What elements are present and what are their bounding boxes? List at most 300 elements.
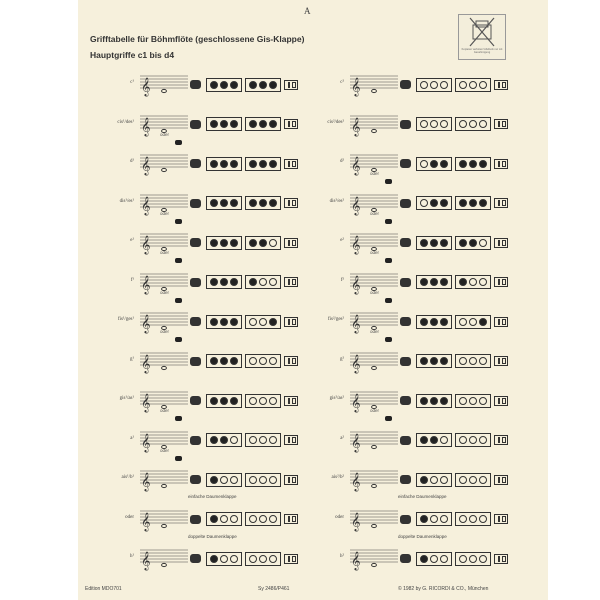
alternative-key (175, 140, 182, 145)
open-hole (479, 436, 487, 444)
note-head (162, 168, 167, 171)
footer-catalog: Sy 2486/P461 (258, 586, 290, 592)
alternative-key (175, 298, 182, 303)
open-hole (269, 436, 277, 444)
left-hand-keys (206, 512, 242, 526)
right-hand-keys (455, 157, 491, 171)
left-hand-keys (206, 236, 242, 250)
fingering-row (310, 110, 540, 150)
open-hole (479, 515, 487, 523)
left-hand-keys (206, 117, 242, 131)
open-hole (220, 515, 228, 523)
open-hole (259, 476, 267, 484)
closed-hole (420, 436, 428, 444)
staff (350, 110, 398, 138)
open-hole (249, 318, 257, 326)
alternative-key (175, 219, 182, 224)
foot-joint-keys (284, 119, 298, 129)
fingering-diagram (190, 276, 298, 289)
closed-hole (210, 120, 218, 128)
closed-hole (249, 120, 257, 128)
right-hand-keys (455, 354, 491, 368)
closed-hole (249, 239, 257, 247)
fingering-diagram (190, 315, 298, 328)
fingering-row (310, 347, 540, 387)
note-name: c² (340, 80, 344, 85)
fingering-diagram (190, 118, 298, 131)
closed-hole (230, 397, 238, 405)
treble-clef-icon: 𝄞 (141, 274, 151, 294)
thumb-key (400, 357, 411, 366)
closed-hole (230, 357, 238, 365)
page-number: A (304, 6, 311, 16)
fingering-diagram (190, 552, 298, 565)
open-hole (440, 120, 448, 128)
open-hole (269, 555, 277, 563)
closed-hole (479, 318, 487, 326)
closed-hole (230, 81, 238, 89)
right-hand-keys (245, 394, 281, 408)
note-name: c¹ (130, 80, 134, 85)
closed-hole (210, 318, 218, 326)
treble-clef-icon: 𝄞 (141, 353, 151, 373)
right-hand-keys (245, 157, 281, 171)
alternative-key (175, 416, 182, 421)
fingering-row (100, 544, 330, 584)
right-hand-keys (245, 354, 281, 368)
closed-hole (249, 160, 257, 168)
note-head (372, 445, 377, 448)
closed-hole (459, 199, 467, 207)
left-hand-keys (206, 354, 242, 368)
alternative-label: oder (160, 210, 170, 216)
closed-hole (230, 318, 238, 326)
note-head (162, 366, 167, 369)
right-hand-keys (455, 315, 491, 329)
closed-hole (440, 239, 448, 247)
alternative-key (385, 298, 392, 303)
fingering-diagram (400, 394, 508, 407)
open-hole (459, 81, 467, 89)
closed-hole (440, 397, 448, 405)
open-hole (469, 555, 477, 563)
closed-hole (249, 278, 257, 286)
note-head (162, 563, 167, 566)
fingering-diagram (190, 236, 298, 249)
fingering-row (310, 268, 540, 308)
foot-joint-keys (494, 277, 508, 287)
alternative-label: oder (370, 250, 380, 255)
staff (350, 544, 398, 572)
staff (140, 149, 188, 177)
treble-clef-icon: 𝄞 (141, 314, 151, 333)
open-hole (479, 555, 487, 563)
alternative-key (385, 179, 392, 184)
note-name: cis²/des² (327, 119, 344, 125)
open-hole (479, 357, 487, 365)
closed-hole (440, 357, 448, 365)
left-hand-keys (206, 275, 242, 289)
open-hole (459, 555, 467, 563)
treble-clef-icon: 𝄞 (351, 156, 361, 175)
closed-hole (210, 397, 218, 405)
open-hole (469, 278, 477, 286)
right-hand-keys (245, 275, 281, 289)
closed-hole (230, 120, 238, 128)
open-hole (420, 160, 428, 168)
closed-hole (459, 160, 467, 168)
note-name: fis¹/ges¹ (117, 317, 134, 322)
closed-hole (440, 278, 448, 286)
fingering-diagram (400, 552, 508, 565)
treble-clef-icon: 𝄞 (141, 235, 151, 254)
open-hole (269, 397, 277, 405)
open-hole (259, 278, 267, 286)
open-hole (469, 397, 477, 405)
fingering-diagram (190, 473, 298, 486)
open-hole (259, 397, 267, 405)
fingering-row (100, 149, 330, 189)
copy-prohibited-stamp (458, 14, 506, 60)
right-hand-keys (455, 275, 491, 289)
thumb-key-note: einfache Daumenklappe (398, 494, 447, 499)
open-hole (269, 476, 277, 484)
open-hole (420, 81, 428, 89)
closed-hole (430, 278, 438, 286)
right-hand-keys (245, 315, 281, 329)
right-hand-keys (245, 512, 281, 526)
open-hole (479, 476, 487, 484)
note-head (162, 89, 167, 92)
closed-hole (269, 81, 277, 89)
closed-hole (430, 160, 438, 168)
note-name: h² (340, 554, 344, 559)
right-hand-keys (455, 512, 491, 526)
left-hand-keys (416, 157, 452, 171)
thumb-key (400, 475, 411, 484)
closed-hole (210, 357, 218, 365)
left-hand-keys (206, 394, 242, 408)
right-hand-keys (455, 78, 491, 92)
open-hole (259, 357, 267, 365)
closed-hole (230, 160, 238, 168)
right-hand-keys (455, 552, 491, 566)
alternative-key (385, 416, 392, 421)
note-name: ais¹/b¹ (121, 475, 134, 480)
closed-hole (230, 278, 238, 286)
note-name: fis²/ges² (327, 317, 344, 322)
open-hole (479, 81, 487, 89)
note-name: gis²/as² (329, 396, 344, 401)
note-name: e² (340, 238, 344, 243)
staff (350, 70, 398, 98)
left-hand-keys (416, 78, 452, 92)
closed-hole (430, 199, 438, 207)
alternative-label: oder (160, 447, 170, 453)
open-hole (459, 120, 467, 128)
treble-clef-icon: 𝄞 (141, 77, 151, 96)
note-head (372, 129, 377, 132)
foot-joint-keys (494, 356, 508, 366)
treble-clef-icon: 𝄞 (351, 235, 361, 254)
fingering-diagram (190, 157, 298, 170)
open-hole (249, 476, 257, 484)
open-hole (420, 120, 428, 128)
closed-hole (220, 199, 228, 207)
alternative-label: oder (370, 329, 380, 334)
left-hand-keys (416, 354, 452, 368)
alternative-key (385, 337, 392, 342)
thumb-key (190, 199, 201, 208)
thumb-key (190, 515, 201, 524)
closed-hole (469, 160, 477, 168)
staff (140, 347, 188, 375)
thumb-key (190, 436, 201, 445)
right-hand-keys (455, 196, 491, 210)
closed-hole (420, 278, 428, 286)
thumb-key (190, 357, 201, 366)
open-hole (249, 357, 257, 365)
closed-hole (249, 199, 257, 207)
alternative-label: oder (160, 250, 170, 255)
fingering-row (100, 307, 330, 347)
closed-hole (220, 357, 228, 365)
note-head (372, 484, 377, 487)
fingering-row (100, 347, 330, 387)
closed-hole (420, 555, 428, 563)
thumb-key (400, 317, 411, 326)
note-name: gis¹/as¹ (119, 396, 134, 401)
thumb-key (190, 278, 201, 287)
open-hole (469, 436, 477, 444)
open-hole (230, 555, 238, 563)
closed-hole (220, 436, 228, 444)
closed-hole (420, 239, 428, 247)
note-head (372, 524, 377, 527)
note-name: h¹ (130, 554, 134, 559)
open-hole (440, 81, 448, 89)
open-hole (479, 239, 487, 247)
fingering-row (310, 426, 540, 466)
open-hole (469, 357, 477, 365)
note-name: g¹ (130, 356, 134, 362)
note-name: a² (340, 435, 344, 441)
open-hole (249, 515, 257, 523)
closed-hole (210, 515, 218, 523)
footer-copyright: © 1982 by G. RICORDI & CO., München (398, 586, 489, 592)
left-hand-keys (206, 552, 242, 566)
closed-hole (230, 199, 238, 207)
fingering-row (310, 189, 540, 229)
note-name: d² (340, 159, 344, 164)
alternative-key (385, 258, 392, 263)
note-name: f¹ (130, 277, 134, 283)
left-hand-keys (416, 236, 452, 250)
closed-hole (210, 555, 218, 563)
closed-hole (430, 357, 438, 365)
note-name: oder (335, 514, 344, 520)
foot-joint-keys (494, 238, 508, 248)
fingering-row (310, 386, 540, 426)
thumb-key (190, 120, 201, 129)
open-hole (479, 120, 487, 128)
no-copy-icon (469, 17, 495, 47)
thumb-key (400, 120, 411, 129)
treble-clef-icon: 𝄞 (351, 274, 361, 294)
thumb-key (190, 475, 201, 484)
note-name: ais²/b² (331, 475, 344, 480)
thumb-key (190, 554, 201, 563)
note-name: cis¹/des¹ (117, 119, 134, 125)
staff (350, 465, 398, 493)
closed-hole (220, 160, 228, 168)
closed-hole (220, 278, 228, 286)
footer-edition: Edition MDO701 (85, 586, 122, 592)
treble-clef-icon: 𝄞 (351, 195, 361, 215)
foot-joint-keys (284, 396, 298, 406)
left-hand-keys (416, 117, 452, 131)
thumb-key (190, 159, 201, 168)
closed-hole (269, 318, 277, 326)
open-hole (220, 555, 228, 563)
open-hole (459, 436, 467, 444)
treble-clef-icon: 𝄞 (351, 472, 361, 491)
open-hole (269, 239, 277, 247)
fingering-diagram (400, 276, 508, 289)
alternative-key (385, 219, 392, 224)
open-hole (249, 436, 257, 444)
closed-hole (269, 120, 277, 128)
fingering-diagram (400, 434, 508, 447)
alternative-label: oder (370, 171, 380, 176)
open-hole (249, 397, 257, 405)
fingering-diagram (400, 355, 508, 368)
thumb-key-note: doppelte Daumenklappe (398, 533, 447, 539)
open-hole (259, 436, 267, 444)
foot-joint-keys (494, 514, 508, 524)
open-hole (469, 476, 477, 484)
page-title: Grifftabelle für Böhmflöte (geschlossene Gis-Klappe) (90, 34, 305, 44)
fingering-row (310, 505, 540, 545)
staff (350, 505, 398, 533)
open-hole (230, 515, 238, 523)
fingering-row (100, 268, 330, 308)
right-hand-keys (245, 552, 281, 566)
treble-clef-icon: 𝄞 (141, 432, 151, 452)
foot-joint-keys (494, 396, 508, 406)
open-hole (459, 397, 467, 405)
alternative-label: oder (160, 289, 170, 295)
right-hand-keys (455, 433, 491, 447)
thumb-key (400, 396, 411, 405)
fingering-row (100, 110, 330, 150)
stamp-text: Kopieren verboten! Abdruck nur mit Genehmigung (461, 48, 503, 54)
thumb-key (190, 396, 201, 405)
alternative-label: oder (370, 408, 380, 413)
foot-joint-keys (284, 554, 298, 564)
thumb-key (190, 80, 201, 89)
treble-clef-icon: 𝄞 (141, 393, 151, 412)
open-hole (440, 515, 448, 523)
closed-hole (430, 397, 438, 405)
closed-hole (210, 278, 218, 286)
treble-clef-icon: 𝄞 (351, 511, 361, 531)
open-hole (459, 476, 467, 484)
closed-hole (220, 318, 228, 326)
foot-joint-keys (494, 475, 508, 485)
fingering-row (100, 426, 330, 466)
closed-hole (459, 239, 467, 247)
thumb-key (190, 238, 201, 247)
treble-clef-icon: 𝄞 (141, 116, 151, 136)
treble-clef-icon: 𝄞 (351, 116, 361, 136)
open-hole (469, 318, 477, 326)
alternative-label: oder (160, 408, 170, 413)
note-head (162, 524, 167, 527)
foot-joint-keys (284, 356, 298, 366)
thumb-key (400, 199, 411, 208)
closed-hole (440, 199, 448, 207)
treble-clef-icon: 𝄞 (141, 195, 151, 215)
closed-hole (259, 160, 267, 168)
foot-joint-keys (284, 238, 298, 248)
thumb-key (400, 278, 411, 287)
closed-hole (479, 160, 487, 168)
thumb-key (400, 159, 411, 168)
closed-hole (420, 515, 428, 523)
closed-hole (230, 239, 238, 247)
open-hole (220, 476, 228, 484)
left-hand-keys (416, 315, 452, 329)
right-hand-keys (245, 236, 281, 250)
foot-joint-keys (284, 277, 298, 287)
fingering-row (100, 465, 330, 505)
open-hole (459, 357, 467, 365)
note-name: dis²/es² (329, 198, 344, 204)
alternative-key (175, 258, 182, 263)
open-hole (459, 515, 467, 523)
staff (140, 70, 188, 98)
closed-hole (210, 239, 218, 247)
closed-hole (440, 318, 448, 326)
closed-hole (210, 476, 218, 484)
closed-hole (259, 199, 267, 207)
treble-clef-icon: 𝄞 (351, 77, 361, 96)
fingering-diagram (400, 157, 508, 170)
note-name: g² (340, 356, 344, 362)
open-hole (440, 555, 448, 563)
treble-clef-icon: 𝄞 (141, 156, 151, 175)
left-hand-keys (416, 433, 452, 447)
alternative-label: oder (160, 131, 170, 137)
closed-hole (269, 160, 277, 168)
fingering-row (100, 386, 330, 426)
thumb-key (400, 515, 411, 524)
right-hand-keys (455, 394, 491, 408)
closed-hole (420, 397, 428, 405)
thumb-key (400, 238, 411, 247)
closed-hole (220, 397, 228, 405)
note-head (162, 484, 167, 487)
closed-hole (440, 160, 448, 168)
fingering-row (100, 228, 330, 268)
note-head (372, 89, 377, 92)
foot-joint-keys (494, 554, 508, 564)
thumb-key (190, 317, 201, 326)
closed-hole (220, 81, 228, 89)
thumb-key (400, 554, 411, 563)
fingering-diagram (190, 434, 298, 447)
